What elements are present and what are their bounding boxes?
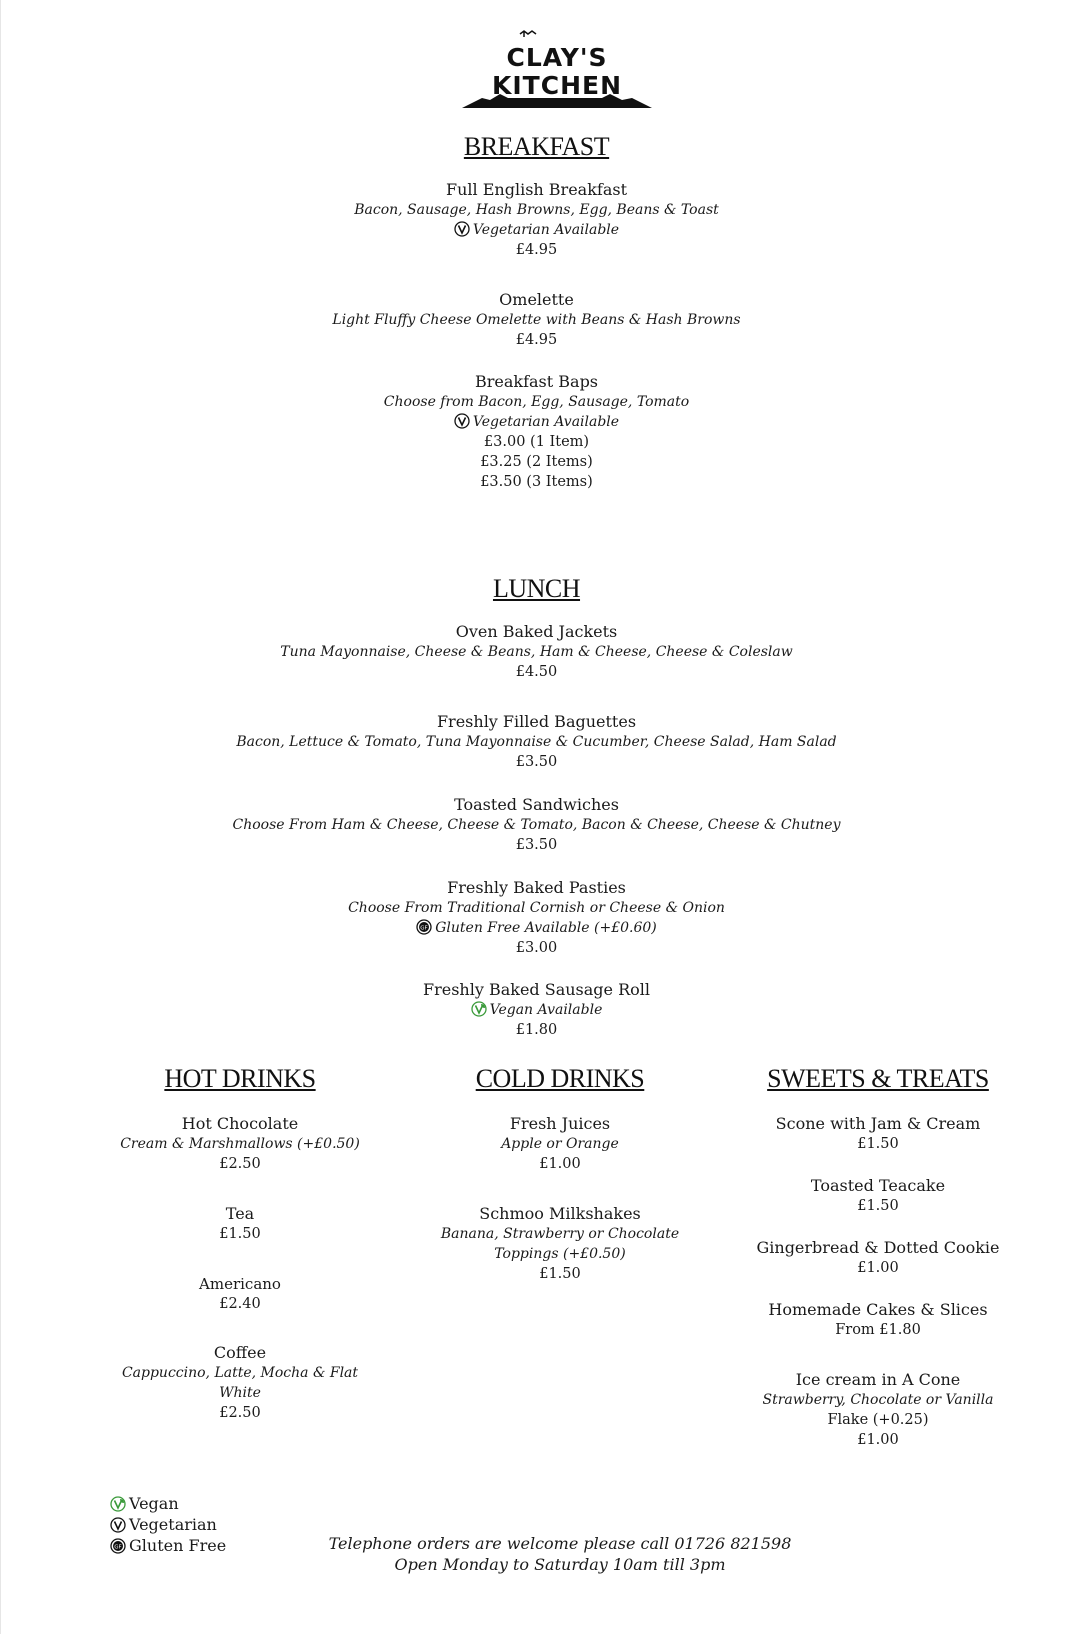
item-price: £1.50: [857, 1136, 899, 1152]
item-description: Apple or Orange: [501, 1136, 619, 1152]
menu-item: [748, 1176, 1008, 1216]
item-description: Light Fluffy Cheese Omelette with Beans & Hash Browns: [332, 312, 741, 328]
item-description: Choose From Traditional Cornish or Cheese & Onion: [348, 900, 725, 916]
menu-item: [420, 1204, 700, 1284]
menu-item: [110, 1274, 370, 1314]
item-name: Toasted Teacake: [810, 1176, 946, 1195]
legend-vegan: [110, 1493, 226, 1514]
legend-label: Vegan: [129, 1494, 179, 1513]
v-circle-icon: [110, 1517, 126, 1533]
menu-item: [748, 1300, 1008, 1340]
item-note: [0, 918, 1073, 938]
item-name: Gingerbread & Dotted Cookie: [756, 1238, 1000, 1257]
item-name: Americano: [199, 1275, 281, 1293]
item-note-text: Vegetarian Available: [472, 414, 620, 430]
item-note: [0, 220, 1073, 240]
item-description: Banana, Strawberry or Chocolate: [440, 1226, 680, 1242]
logo-line-2: KITCHEN: [492, 71, 622, 100]
footer-info: [300, 1533, 820, 1575]
hot-drinks-heading: HOT DRINKS: [164, 1064, 316, 1093]
item-price: From £1.80: [835, 1322, 921, 1338]
dietary-legend: [110, 1493, 226, 1556]
gf-circle-icon: [416, 919, 432, 935]
item-name: Homemade Cakes & Slices: [768, 1300, 988, 1319]
item-price: £2.50: [219, 1156, 261, 1172]
item-price: £2.50: [219, 1405, 261, 1421]
menu-item: [748, 1238, 1008, 1278]
item-price: £3.50 (3 Items): [480, 474, 593, 490]
item-name: Scone with Jam & Cream: [775, 1114, 981, 1133]
item-price: £1.80: [515, 1022, 558, 1038]
v-circle-icon: [454, 413, 470, 429]
item-name: Ice cream in A Cone: [795, 1370, 961, 1389]
item-price: £3.50: [515, 754, 558, 770]
item-name: Schmoo Milkshakes: [479, 1204, 641, 1223]
legend-vegetarian: [110, 1514, 226, 1535]
item-name: Hot Chocolate: [181, 1114, 299, 1133]
footer-hours: Open Monday to Saturday 10am till 3pm: [394, 1555, 726, 1574]
item-name: Breakfast Baps: [474, 372, 599, 391]
sweets-heading: SWEETS & TREATS: [767, 1064, 989, 1093]
logo-line-1: CLAY'S: [506, 43, 608, 72]
menu-item: [0, 712, 1073, 772]
legend-gluten-free: [110, 1535, 226, 1556]
item-name: Omelette: [499, 290, 574, 309]
menu-item: [0, 290, 1073, 350]
leaf-v-icon: [110, 1496, 126, 1512]
menu-item: [0, 980, 1073, 1040]
item-name: Full English Breakfast: [446, 180, 627, 199]
item-price: £1.50: [219, 1226, 261, 1242]
item-price: £1.50: [857, 1198, 899, 1214]
lunch-heading: LUNCH: [492, 574, 581, 603]
item-note: [0, 412, 1073, 432]
legend-label: Vegetarian: [129, 1515, 217, 1534]
item-price: £1.00: [857, 1432, 899, 1448]
item-name: Oven Baked Jackets: [455, 622, 618, 641]
menu-item: [0, 795, 1073, 855]
item-extra: Flake (+0.25): [827, 1412, 929, 1428]
item-name: Toasted Sandwiches: [454, 795, 619, 814]
menu-item: [110, 1114, 370, 1174]
menu-item: [748, 1114, 1008, 1154]
v-circle-icon: [454, 221, 470, 237]
item-name: Freshly Baked Sausage Roll: [422, 980, 651, 999]
item-price: £3.00 (1 Item): [483, 434, 590, 450]
item-description: Tuna Mayonnaise, Cheese & Beans, Ham & Cheese, Cheese & Coleslaw: [280, 644, 793, 660]
item-description: Choose From Ham & Cheese, Cheese & Tomato, Bacon & Cheese, Cheese & Chutney: [232, 817, 841, 833]
item-name: Coffee: [213, 1343, 267, 1362]
item-price: £4.50: [515, 664, 558, 680]
item-name: Tea: [225, 1204, 255, 1223]
gf-circle-icon: [110, 1538, 126, 1554]
item-note-text: Gluten Free Available (+£0.60): [435, 920, 657, 936]
menu-item: [110, 1343, 370, 1423]
svg-text:GF: GF: [114, 1544, 122, 1551]
footer-phone: Telephone orders are welcome please call 01726 821598: [328, 1534, 792, 1553]
item-description: White: [219, 1385, 261, 1401]
item-price: £1.00: [857, 1260, 899, 1276]
menu-item: [0, 372, 1073, 492]
breakfast-heading: BREAKFAST: [463, 132, 610, 161]
item-note-text: Vegetarian Available: [472, 222, 620, 238]
item-name: Freshly Baked Pasties: [447, 878, 626, 897]
item-description: Cappuccino, Latte, Mocha & Flat: [121, 1365, 359, 1381]
item-note: [0, 1000, 1073, 1020]
item-description: Bacon, Lettuce & Tomato, Tuna Mayonnaise & Cucumber, Cheese Salad, Ham Salad: [236, 734, 837, 750]
item-price: £1.50: [539, 1266, 581, 1282]
item-price: £2.40: [219, 1296, 261, 1312]
item-price: £3.50: [515, 837, 558, 853]
menu-item: [0, 180, 1073, 260]
menu-item: [0, 622, 1073, 682]
item-description: Toppings (+£0.50): [494, 1246, 626, 1262]
item-price: £3.25 (2 Items): [480, 454, 593, 470]
item-description: Choose from Bacon, Egg, Sausage, Tomato: [383, 394, 690, 410]
menu-item: [748, 1370, 1008, 1450]
item-price: £3.00: [515, 940, 558, 956]
item-price: £4.95: [515, 332, 558, 348]
cold-drinks-heading: COLD DRINKS: [475, 1064, 645, 1093]
item-description: Strawberry, Chocolate or Vanilla: [762, 1392, 994, 1408]
item-description: Bacon, Sausage, Hash Browns, Egg, Beans & Toast: [354, 202, 719, 218]
legend-label: Gluten Free: [129, 1536, 227, 1555]
menu-item: [110, 1204, 370, 1244]
item-price: £1.00: [539, 1156, 581, 1172]
leaf-v-icon: [471, 1001, 487, 1017]
item-name: Fresh Juices: [509, 1114, 611, 1133]
item-name: Freshly Filled Baguettes: [436, 712, 637, 731]
item-price: £4.95: [515, 242, 558, 258]
svg-text:GF: GF: [420, 925, 428, 932]
menu-item: [420, 1114, 700, 1174]
item-description: Cream & Marshmallows (+£0.50): [120, 1136, 360, 1152]
menu-item: [0, 878, 1073, 958]
item-note-text: Vegan Available: [489, 1002, 603, 1018]
logo: [462, 28, 652, 116]
